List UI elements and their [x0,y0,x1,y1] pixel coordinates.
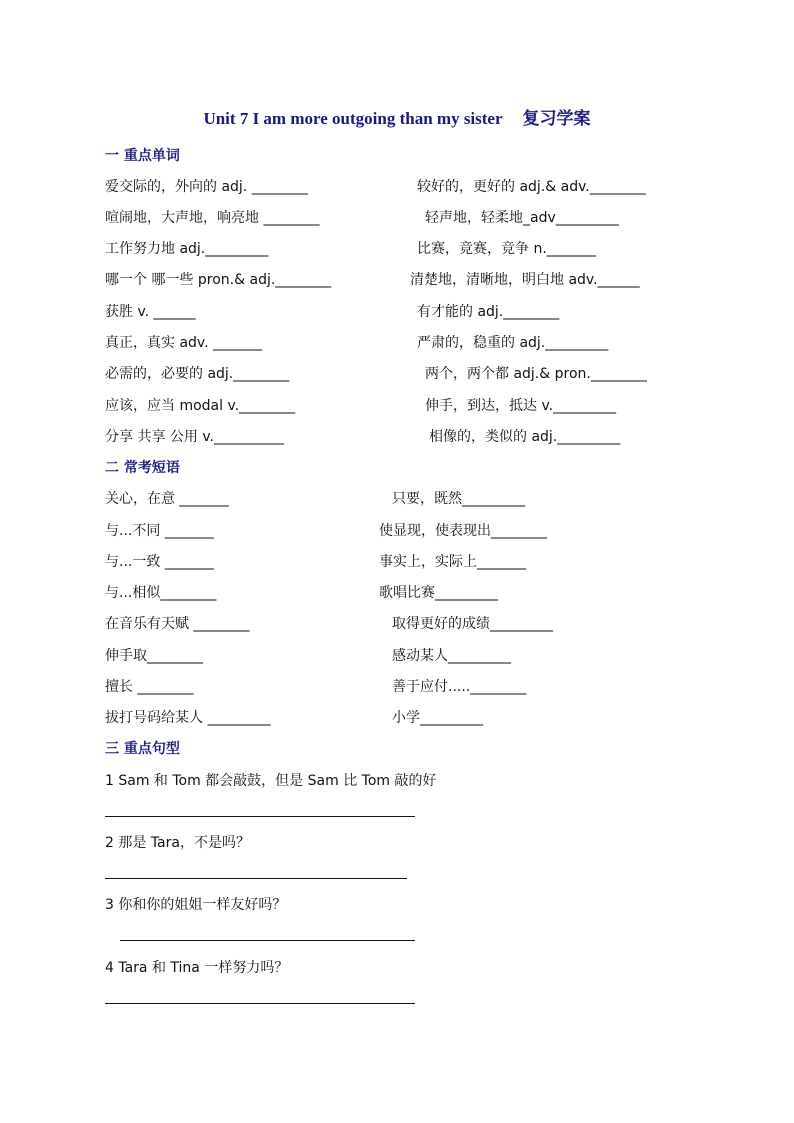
word-item-left: 哪一个 哪一些 pron.& adj.________ [105,272,332,288]
sentence-prompt: 2 那是 Tara，不是吗？ [105,835,250,851]
phrase-item-right: 善于应付.....________ [392,679,527,695]
word-item-left: 喧闹地，大声地，响亮地 ________ [105,210,320,226]
title-chinese: 复习学案 [522,109,591,129]
phrase-item-left: 在音乐有天赋 ________ [105,616,250,632]
answer-line[interactable] [120,940,415,941]
section-heading-sentences: 三 重点句型 [105,741,180,757]
phrase-item-left: 与...不同 _______ [105,523,214,539]
phrase-item-left: 擅长 ________ [105,679,194,695]
title-english: Unit 7 I am more outgoing than my sister [203,109,503,128]
answer-line[interactable] [105,878,407,879]
word-item-left: 工作努力地 adj._________ [105,241,269,257]
word-item-right: 相像的，类似的 adj._________ [429,429,621,445]
answer-line[interactable] [105,1003,415,1004]
phrase-item-right: 小学_________ [392,710,483,726]
word-item-left: 爱交际的，外向的 adj. ________ [105,179,308,195]
sentence-prompt: 1 Sam 和 Tom 都会敲鼓，但是 Sam 比 Tom 敲的好 [105,773,437,789]
sentence-prompt: 3 你和你的姐姐一样友好吗？ [105,897,287,913]
phrase-item-right: 取得更好的成绩_________ [392,616,553,632]
phrase-item-right: 只要，既然_________ [392,491,525,507]
word-item-right: 有才能的 adj.________ [417,304,560,320]
word-item-right: 清楚地，清晰地，明白地 adv.______ [410,272,640,288]
phrase-item-left: 与...相似________ [105,585,217,601]
word-item-left: 必需的，必要的 adj.________ [105,366,290,382]
word-item-right: 较好的，更好的 adj.& adv.________ [417,179,646,195]
word-item-right: 轻声地，轻柔地_adv_________ [425,210,619,226]
phrase-item-right: 感动某人_________ [392,648,511,664]
page-title [0,104,794,129]
phrase-item-left: 关心，在意 _______ [105,491,229,507]
word-item-left: 分享 共享 公用 v.__________ [105,429,284,445]
word-item-left: 真正，真实 adv. _______ [105,335,263,351]
phrase-item-right: 歌唱比赛_________ [379,585,498,601]
word-item-right: 严肃的，稳重的 adj._________ [417,335,609,351]
word-item-right: 两个，两个都 adj.& pron.________ [425,366,647,382]
sentence-prompt: 4 Tara 和 Tina 一样努力吗？ [105,960,289,976]
word-item-right: 比赛，竞赛，竞争 n._______ [417,241,596,257]
phrase-item-left: 与...一致 _______ [105,554,214,570]
word-item-left: 应该，应当 modal v.________ [105,398,296,414]
answer-line[interactable] [105,816,415,817]
phrase-item-left: 伸手取________ [105,648,203,664]
phrase-item-right: 使显现，使表现出________ [379,523,547,539]
phrase-item-left: 拔打号码给某人 _________ [105,710,271,726]
word-item-right: 伸手，到达，抵达 v._________ [425,398,617,414]
word-item-left: 获胜 v. ______ [105,304,196,320]
phrase-item-right: 事实上，实际上_______ [379,554,526,570]
section-heading-phrases: 二 常考短语 [105,460,180,476]
section-heading-words: 一 重点单词 [105,148,180,164]
